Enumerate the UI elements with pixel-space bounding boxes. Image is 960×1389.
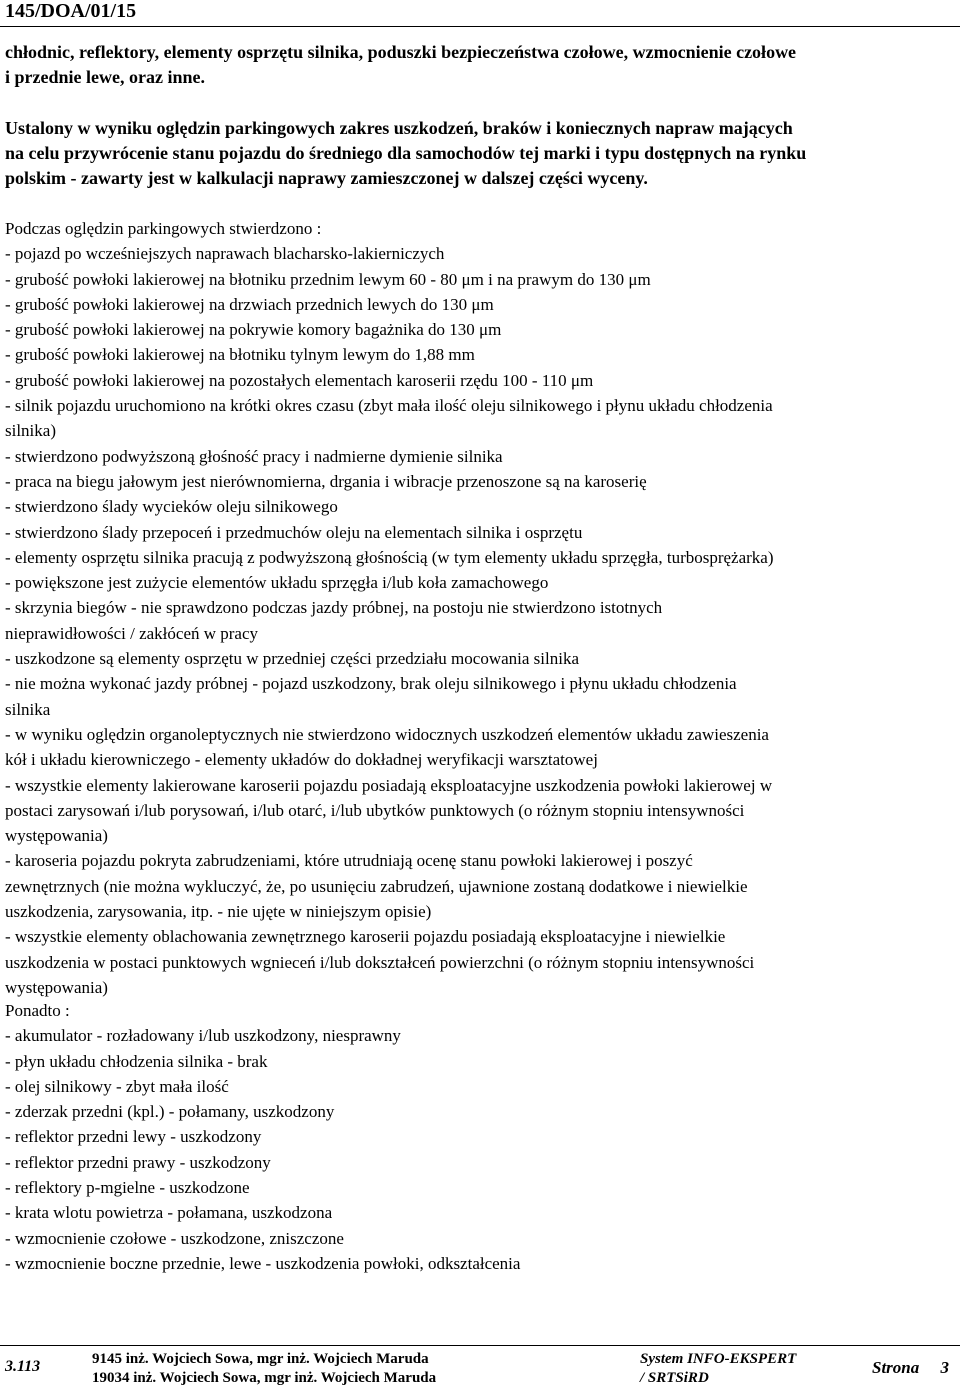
- footer-system: [640, 1350, 796, 1388]
- text-line: - stwierdzono ślady przepoceń i przedmuchów oleju na elementach silnika i osprzętu: [5, 522, 583, 542]
- page-label: Strona: [872, 1358, 920, 1377]
- text-line: - stwierdzono ślady wycieków oleju silnikowego: [5, 497, 338, 517]
- text-line: - silnik pojazdu uruchomiono na krótki okres czasu (zbyt mała ilość oleju silnikowego i płynu układu chłodzenia: [5, 396, 773, 416]
- text-line: - nie można wykonać jazdy próbnej - pojazd uszkodzony, brak oleju silnikowego i płynu układu chłodzenia: [5, 674, 737, 694]
- text-line: zewnętrznych (nie można wykluczyć, że, po usunięciu zabrudzeń, ujawnione zostaną dodatkowe i niewielkie: [5, 876, 748, 896]
- text-line: - skrzynia biegów - nie sprawdzono podczas jazdy próbnej, na postoju nie stwierdzono istotnych: [5, 598, 663, 618]
- header-divider: [0, 26, 960, 27]
- text-line: - wszystkie elementy lakierowane karoserii pojazdu posiadają eksploatacyjne uszkodzenia powłoki lakierowej w: [5, 775, 773, 795]
- intro-paragraph: [5, 40, 955, 90]
- footer-divider: [0, 1345, 960, 1346]
- damage-scope-paragraph: [5, 116, 955, 191]
- text-line: - powiększone jest zużycie elementów układu sprzęgła i/lub koła zamachowego: [5, 573, 549, 593]
- text-line: - stwierdzono podwyższoną głośność pracy i nadmierne dymienie silnika: [5, 446, 503, 466]
- text-line: występowania): [5, 977, 108, 997]
- authors-line: 9145 inż. Wojciech Sowa, mgr inż. Wojciech Maruda: [92, 1351, 429, 1367]
- text-line: - olej silnikowy - zbyt mała ilość: [5, 1076, 229, 1096]
- text-line: - uszkodzone są elementy osprzętu w przedniej części przedziału mocowania silnika: [5, 649, 579, 669]
- text-line: - praca na biegu jałowym jest nierównomierna, drgania i wibracje przenoszone są na karoserię: [5, 471, 647, 491]
- text-line: występowania): [5, 826, 108, 846]
- document-id: 145/DOA/01/15: [5, 0, 137, 22]
- text-line: - akumulator - rozładowany i/lub uszkodzony, niesprawny: [5, 1026, 401, 1046]
- text-line: nieprawidłowości / zakłóceń w pracy: [5, 623, 259, 643]
- text-line: - krata wlotu powietrza - połamana, uszkodzona: [5, 1203, 333, 1223]
- text-line: uszkodzenia, zarysowania, itp. - nie ujęte w niniejszym opisie): [5, 902, 432, 922]
- inspection-findings-section: [5, 216, 955, 1000]
- text-line: silnika): [5, 421, 56, 441]
- text-line: - wszystkie elementy oblachowania zewnętrznego karoserii pojazdu posiadają eksploatacyjne i niewielkie: [5, 927, 726, 947]
- text-line: i przednie lewe, oraz inne.: [5, 67, 205, 87]
- text-line: chłodnic, reflektory, elementy osprzętu silnika, poduszki bezpieczeństwa czołowe, wzmocnienie czołowe: [5, 42, 797, 62]
- text-line: Ponadto :: [5, 1001, 70, 1020]
- system-line: / SRTSiRD: [640, 1370, 709, 1386]
- additional-findings-section: [5, 998, 955, 1276]
- text-line: uszkodzenia w postaci punktowych wgnieceń i/lub dokształceń powierzchni (o różnym stopniu intensywności: [5, 952, 755, 972]
- text-line: - reflektor przedni prawy - uszkodzony: [5, 1152, 271, 1172]
- text-line: - zderzak przedni (kpl.) - połamany, uszkodzony: [5, 1102, 335, 1122]
- text-line: silnika: [5, 699, 51, 719]
- text-line: - karoseria pojazdu pokryta zabrudzeniami, które utrudniają ocenę stanu powłoki lakierowej i poszyć: [5, 851, 693, 871]
- text-line: - płyn układu chłodzenia silnika - brak: [5, 1051, 268, 1071]
- text-line: - grubość powłoki lakierowej na błotniku tylnym lewym do 1,88 mm: [5, 345, 475, 365]
- text-line: - grubość powłoki lakierowej na pokrywie komory bagażnika do 130 μm: [5, 320, 502, 340]
- page-number: [872, 1358, 949, 1378]
- version-number: 3.113: [5, 1358, 41, 1375]
- text-line: Ustalony w wyniku oględzin parkingowych zakres uszkodzeń, braków i koniecznych napraw mających: [5, 118, 793, 138]
- text-line: - w wyniku oględzin organoleptycznych nie stwierdzono widocznych uszkodzeń elementów układu zawieszenia: [5, 724, 769, 744]
- page-number-value: 3: [940, 1358, 949, 1377]
- text-line: - elementy osprzętu silnika pracują z podwyższoną głośnością (w tym elementy układu sprzęgła, turbosprężarka): [5, 547, 774, 567]
- text-line: - grubość powłoki lakierowej na drzwiach przednich lewych do 130 μm: [5, 294, 494, 314]
- text-line: kół i układu kierowniczego - elementy układów do dokładnej weryfikacji warsztatowej: [5, 750, 598, 770]
- text-line: - reflektor przedni lewy - uszkodzony: [5, 1127, 262, 1147]
- text-line: Podczas oględzin parkingowych stwierdzono :: [5, 219, 322, 238]
- text-line: postaci zarysowań i/lub porysowań, i/lub otarć, i/lub ubytków punktowych (o różnym stopniu intensywności: [5, 800, 745, 820]
- text-line: - reflektory p-mgielne - uszkodzone: [5, 1178, 250, 1198]
- text-line: - grubość powłoki lakierowej na pozostałych elementach karoserii rzędu 100 - 110 μm: [5, 370, 594, 390]
- system-line: System INFO-EKSPERT: [640, 1351, 797, 1367]
- text-line: - pojazd po wcześniejszych naprawach blacharsko-lakierniczych: [5, 244, 445, 264]
- authors-line: 19034 inż. Wojciech Sowa, mgr inż. Wojciech Maruda: [92, 1370, 437, 1386]
- footer-authors: [92, 1350, 436, 1388]
- text-line: - wzmocnienie czołowe - uszkodzone, zniszczone: [5, 1228, 344, 1248]
- text-line: - wzmocnienie boczne przednie, lewe - uszkodzenia powłoki, odkształcenia: [5, 1253, 521, 1273]
- text-line: na celu przywrócenie stanu pojazdu do średniego dla samochodów tej marki i typu dostępnych na rynku: [5, 143, 807, 163]
- text-line: polskim - zawarty jest w kalkulacji naprawy zamieszczonej w dalszej części wyceny.: [5, 168, 648, 188]
- text-line: - grubość powłoki lakierowej na błotniku przednim lewym 60 - 80 μm i na prawym do 130 μm: [5, 269, 651, 289]
